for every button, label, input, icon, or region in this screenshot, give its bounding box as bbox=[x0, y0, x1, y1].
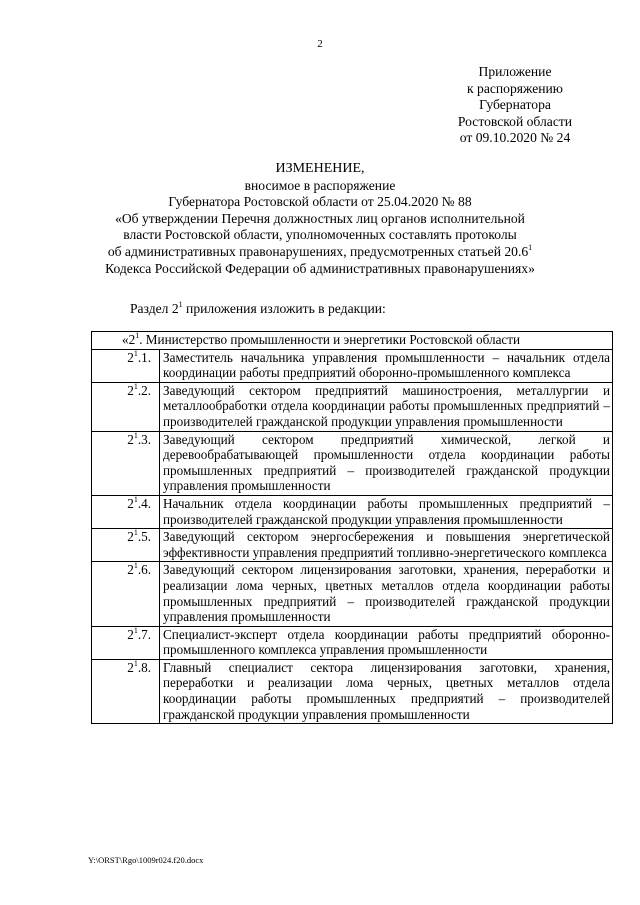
superscript: 1 bbox=[133, 348, 138, 358]
table-row bbox=[92, 659, 613, 723]
row-text: Заведующий сектором энергосбережения и повышения энергетической эффективности управления предприятий топливно-энергетического комплекса bbox=[160, 529, 613, 562]
row-text: Заведующий сектором предприятий машиностроения, металлургии и металлообработки отдела координации работы промышленных предприятий – производителей гражданской продукции управления промышленности bbox=[160, 382, 613, 431]
table-header-row bbox=[92, 332, 613, 350]
table-header-cell bbox=[92, 332, 613, 350]
appendix-line: Ростовской области bbox=[457, 113, 573, 129]
row-number-base: 2 bbox=[127, 626, 134, 642]
superscript: 1 bbox=[178, 300, 183, 309]
row-number bbox=[92, 382, 160, 431]
officials-table bbox=[91, 331, 613, 724]
row-number-suffix: .1. bbox=[137, 349, 151, 365]
superscript: 1 bbox=[133, 658, 138, 668]
row-text: Специалист-эксперт отдела координации работы предприятий оборонно-промышленного комплекса управления промышленности bbox=[160, 626, 613, 659]
section-suffix: приложения изложить в редакции: bbox=[182, 301, 386, 316]
table-row bbox=[92, 495, 613, 528]
section-instruction bbox=[130, 301, 386, 317]
superscript: 1 bbox=[133, 430, 138, 440]
row-number-suffix: .7. bbox=[137, 626, 151, 642]
page-number: 2 bbox=[317, 38, 323, 50]
row-number-base: 2 bbox=[127, 382, 134, 398]
appendix-line: от 09.10.2020 № 24 bbox=[459, 130, 571, 145]
heading-line bbox=[100, 244, 540, 261]
table-row bbox=[92, 529, 613, 562]
row-number-base: 2 bbox=[127, 529, 134, 545]
row-number bbox=[92, 562, 160, 626]
superscript: 1 bbox=[135, 331, 140, 340]
row-number bbox=[92, 626, 160, 659]
table-row bbox=[92, 562, 613, 626]
row-number-base: 2 bbox=[127, 431, 134, 447]
appendix-block bbox=[440, 64, 590, 147]
header-prefix: «2 bbox=[122, 332, 136, 347]
row-number-suffix: .2. bbox=[137, 382, 151, 398]
superscript: 1 bbox=[133, 625, 138, 635]
superscript: 1 bbox=[528, 242, 533, 252]
row-number bbox=[92, 659, 160, 723]
row-number-base: 2 bbox=[127, 659, 134, 675]
heading-line: «Об утверждении Перечня должностных лиц органов исполнительной bbox=[115, 210, 525, 226]
heading-line: власти Ростовской области, уполномоченных составлять протоколы bbox=[123, 227, 517, 243]
row-number bbox=[92, 349, 160, 382]
file-path-footer: Y:\ORST\Rgo\1009r024.f20.docx bbox=[88, 855, 204, 865]
row-number bbox=[92, 431, 160, 495]
row-text: Заведующий сектором предприятий химической, легкой и деревообрабатывающей промышленности отдела координации работы промышленных предприятий – производителей гражданской продукции управления промышленности bbox=[160, 431, 613, 495]
appendix-line: к распоряжению bbox=[467, 80, 563, 96]
row-text: Главный специалист сектора лицензирования заготовки, хранения, переработки и реализации лома черных, цветных металлов отдела координации работы промышленных предприятий – производителей гражданской продукции управления промышленности bbox=[160, 659, 613, 723]
document-heading bbox=[100, 161, 540, 277]
row-text: Заведующий сектором лицензирования заготовки, хранения, переработки и реализации лома черных, цветных металлов отдела координации работы промышленных предприятий – производителей гражданской продукции управления промышленности bbox=[160, 562, 613, 626]
superscript: 1 bbox=[133, 494, 138, 504]
heading-line: Губернатора Ростовской области от 25.04.2020 № 88 bbox=[168, 194, 472, 210]
section-prefix: Раздел 2 bbox=[130, 301, 179, 316]
row-number-base: 2 bbox=[127, 349, 134, 365]
row-number-base: 2 bbox=[127, 495, 134, 511]
heading-title: ИЗМЕНЕНИЕ, bbox=[275, 161, 365, 176]
row-text: Начальник отдела координации работы промышленных предприятий – производителей гражданской продукции управления промышленности bbox=[160, 495, 613, 528]
row-number-base: 2 bbox=[127, 562, 134, 578]
row-number bbox=[92, 529, 160, 562]
row-number-suffix: .4. bbox=[137, 495, 151, 511]
table-row bbox=[92, 626, 613, 659]
heading-line: Кодекса Российской Федерации об административных правонарушениях» bbox=[105, 260, 535, 276]
heading-line: вносимое в распоряжение bbox=[244, 177, 396, 193]
row-number-suffix: .8. bbox=[137, 659, 151, 675]
appendix-line: Приложение bbox=[478, 64, 552, 79]
heading-line-text: об административных правонарушениях, предусмотренных статьей 20.6 bbox=[107, 243, 529, 259]
row-number-suffix: .6. bbox=[137, 562, 151, 578]
superscript: 1 bbox=[133, 381, 138, 391]
header-text: . Министерство промышленности и энергетики Ростовской области bbox=[139, 332, 521, 347]
row-number-suffix: .5. bbox=[137, 529, 151, 545]
row-number-suffix: .3. bbox=[137, 431, 151, 447]
table-row bbox=[92, 382, 613, 431]
table-row bbox=[92, 349, 613, 382]
row-text: Заместитель начальника управления промышленности – начальник отдела координации работы предприятий оборонно-промышленного комплекса bbox=[160, 349, 613, 382]
appendix-line: Губернатора bbox=[479, 97, 551, 112]
row-number bbox=[92, 495, 160, 528]
superscript: 1 bbox=[133, 528, 138, 538]
table-row bbox=[92, 431, 613, 495]
superscript: 1 bbox=[133, 561, 138, 571]
